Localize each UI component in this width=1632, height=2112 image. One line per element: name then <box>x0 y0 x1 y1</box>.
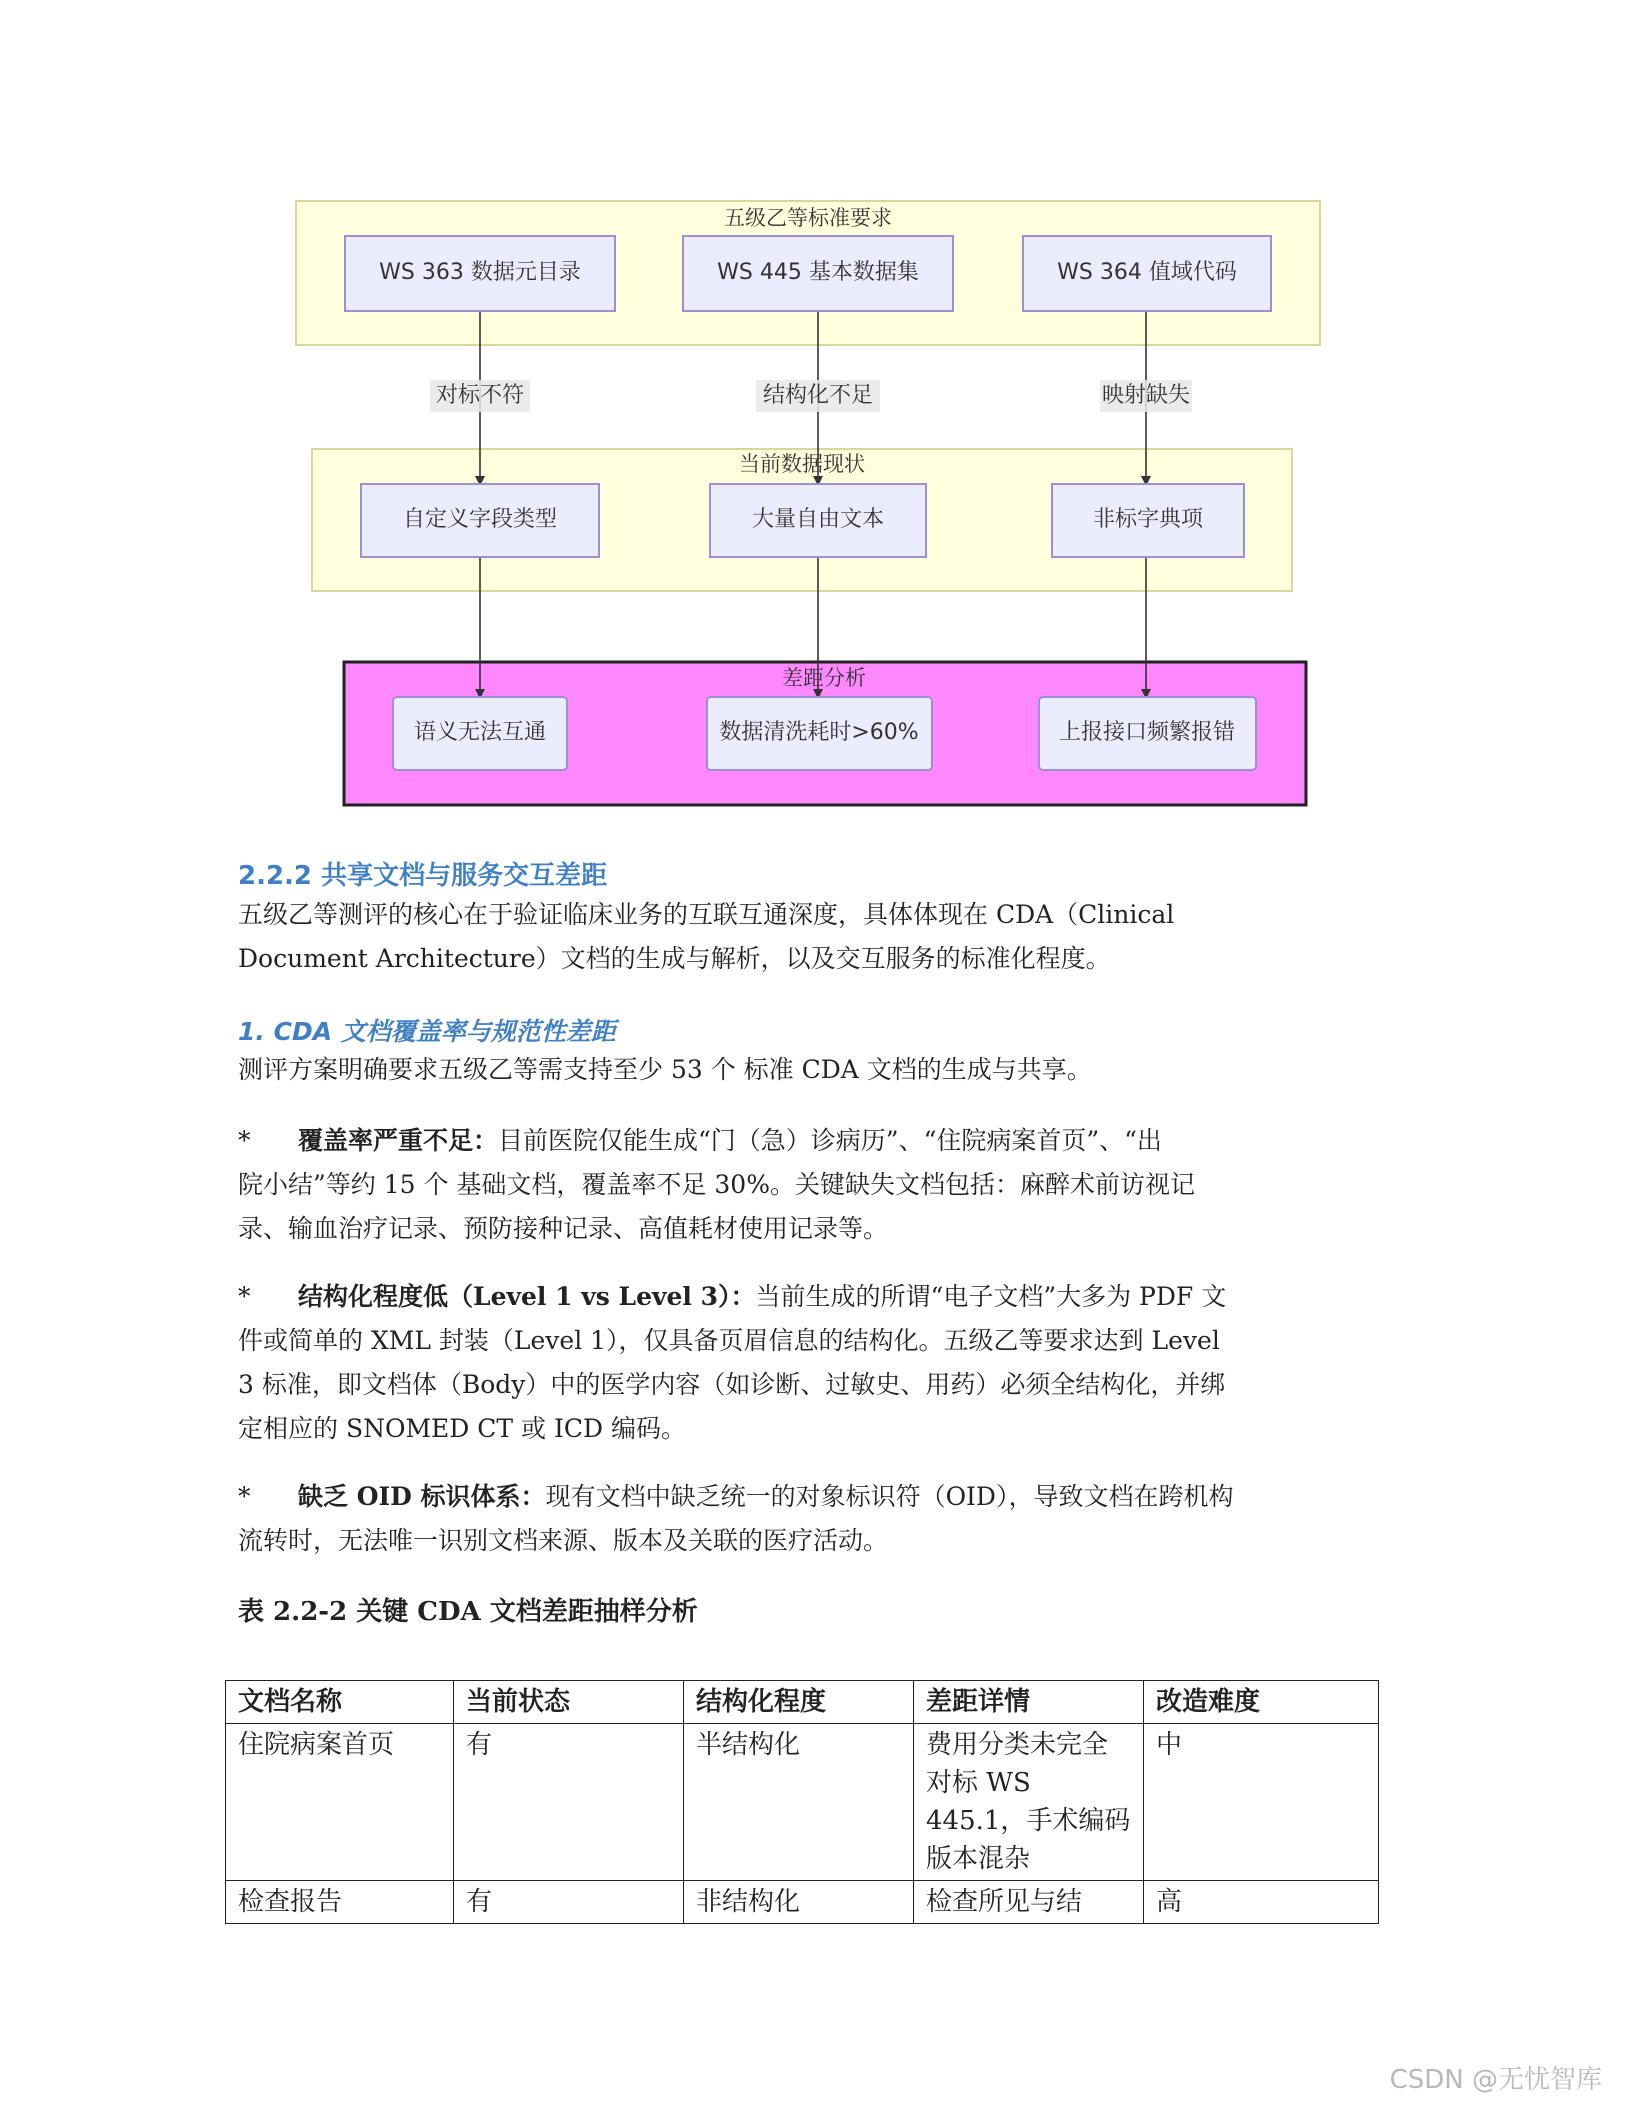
bullet-structure-level <box>238 1275 1388 1451</box>
svg-text:WS 363 数据元目录: WS 363 数据元目录 <box>379 260 581 285</box>
bullet-coverage <box>238 1119 1388 1251</box>
bullet-line: 院小结”等约 15 个 基础文档，覆盖率不足 30%。关键缺失文档包括：麻醉术前访视记 <box>238 1170 1195 1199</box>
node-semantic-interop <box>393 697 567 770</box>
table-header: 改造难度 <box>1144 1681 1379 1724</box>
table-row <box>226 1724 1379 1881</box>
node-ws364 <box>1023 236 1271 311</box>
section-intro <box>238 893 1388 981</box>
bullet-marker: * <box>238 1282 251 1311</box>
table-header: 结构化程度 <box>684 1681 914 1724</box>
bullet-line: 现有文档中缺乏统一的对象标识符（OID），导致文档在跨机构 <box>545 1482 1234 1511</box>
edge-label-mismatch: 对标不符 <box>435 383 525 408</box>
node-free-text <box>710 484 926 557</box>
svg-text:自定义字段类型: 自定义字段类型 <box>402 507 558 532</box>
node-ws363 <box>345 236 615 311</box>
svg-text:非标字典项: 非标字典项 <box>1092 507 1204 532</box>
table-cell: 半结构化 <box>684 1724 914 1881</box>
bullet-line: 3 标准，即文档体（Body）中的医学内容（如诊断、过敏史、用药）必须全结构化，并绑 <box>238 1370 1226 1399</box>
table-cell: 检查所见与结 <box>914 1881 1144 1924</box>
node-custom-field-type <box>361 484 599 557</box>
bullet-marker: * <box>238 1126 251 1155</box>
table-header: 当前状态 <box>454 1681 684 1724</box>
intro-line: 五级乙等测评的核心在于验证临床业务的互联互通深度，具体体现在 CDA（Clinical <box>238 900 1175 929</box>
node-report-errors <box>1039 697 1256 770</box>
edge-label-insufficient-structure: 结构化不足 <box>762 383 874 408</box>
cda-gap-table <box>225 1680 1379 1924</box>
sub-intro: 测评方案明确要求五级乙等需支持至少 53 个 标准 CDA 文档的生成与共享。 <box>238 1055 1092 1084</box>
table-cell: 有 <box>454 1881 684 1924</box>
table-cell: 有 <box>454 1724 684 1881</box>
table-header: 文档名称 <box>226 1681 454 1724</box>
table-header-row <box>226 1681 1379 1724</box>
svg-text:WS 364 值域代码: WS 364 值域代码 <box>1057 260 1237 285</box>
node-ws445 <box>683 236 953 311</box>
table-cell: 费用分类未完全对标 WS 445.1，手术编码版本混杂 <box>914 1724 1144 1881</box>
bullet-line: 当前生成的所谓“电子文档”大多为 PDF 文 <box>755 1282 1227 1311</box>
group-title-gap: 差距分析 <box>782 666 866 690</box>
bullet-line: 件或简单的 XML 封装（Level 1），仅具备页眉信息的结构化。五级乙等要求达到 Level <box>238 1326 1220 1355</box>
bullet-title: 缺乏 OID 标识体系： <box>298 1482 546 1511</box>
svg-text:数据清洗耗时>60%: 数据清洗耗时>60% <box>719 720 919 745</box>
bullet-marker: * <box>238 1482 251 1511</box>
watermark: CSDN @无忧智库 <box>1389 2065 1602 2095</box>
table-caption: 表 2.2-2 关键 CDA 文档差距抽样分析 <box>238 1597 698 1627</box>
node-nonstandard-dict <box>1052 484 1244 557</box>
group-title-current: 当前数据现状 <box>739 452 865 476</box>
edge-label-mapping-missing: 映射缺失 <box>1101 383 1191 408</box>
table-cell: 住院病案首页 <box>226 1724 454 1881</box>
bullet-title: 结构化程度低（Level 1 vs Level 3）： <box>298 1282 756 1311</box>
edge-labels <box>430 380 1192 412</box>
flowchart-diagram <box>0 0 1632 830</box>
bullet-title: 覆盖率严重不足： <box>298 1126 499 1155</box>
sub-heading: 1. CDA 文档覆盖率与规范性差距 <box>238 1017 616 1046</box>
table-cell: 中 <box>1144 1724 1379 1881</box>
section-heading: 2.2.2 共享文档与服务交互差距 <box>238 861 608 891</box>
table-header: 差距详情 <box>914 1681 1144 1724</box>
intro-line: Document Architecture）文档的生成与解析，以及交互服务的标准化程度。 <box>238 944 1111 973</box>
node-data-cleaning <box>707 697 932 770</box>
table-cell: 非结构化 <box>684 1881 914 1924</box>
group-title-standard: 五级乙等标准要求 <box>724 206 892 230</box>
table-cell: 高 <box>1144 1881 1379 1924</box>
svg-text:大量自由文本: 大量自由文本 <box>751 507 885 532</box>
bullet-line: 目前医院仅能生成“门（急）诊病历”、“住院病案首页”、“出 <box>498 1126 1162 1155</box>
table-row <box>226 1881 1379 1924</box>
svg-text:WS 445 基本数据集: WS 445 基本数据集 <box>717 260 919 285</box>
bullet-oid <box>238 1475 1388 1563</box>
table-cell: 检查报告 <box>226 1881 454 1924</box>
bullet-line: 录、输血治疗记录、预防接种记录、高值耗材使用记录等。 <box>238 1214 889 1243</box>
bullet-line: 流转时，无法唯一识别文档来源、版本及关联的医疗活动。 <box>238 1526 889 1555</box>
svg-text:语义无法互通: 语义无法互通 <box>413 720 547 745</box>
bullet-line: 定相应的 SNOMED CT 或 ICD 编码。 <box>238 1414 686 1443</box>
svg-text:上报接口频繁报错: 上报接口频繁报错 <box>1058 720 1236 745</box>
